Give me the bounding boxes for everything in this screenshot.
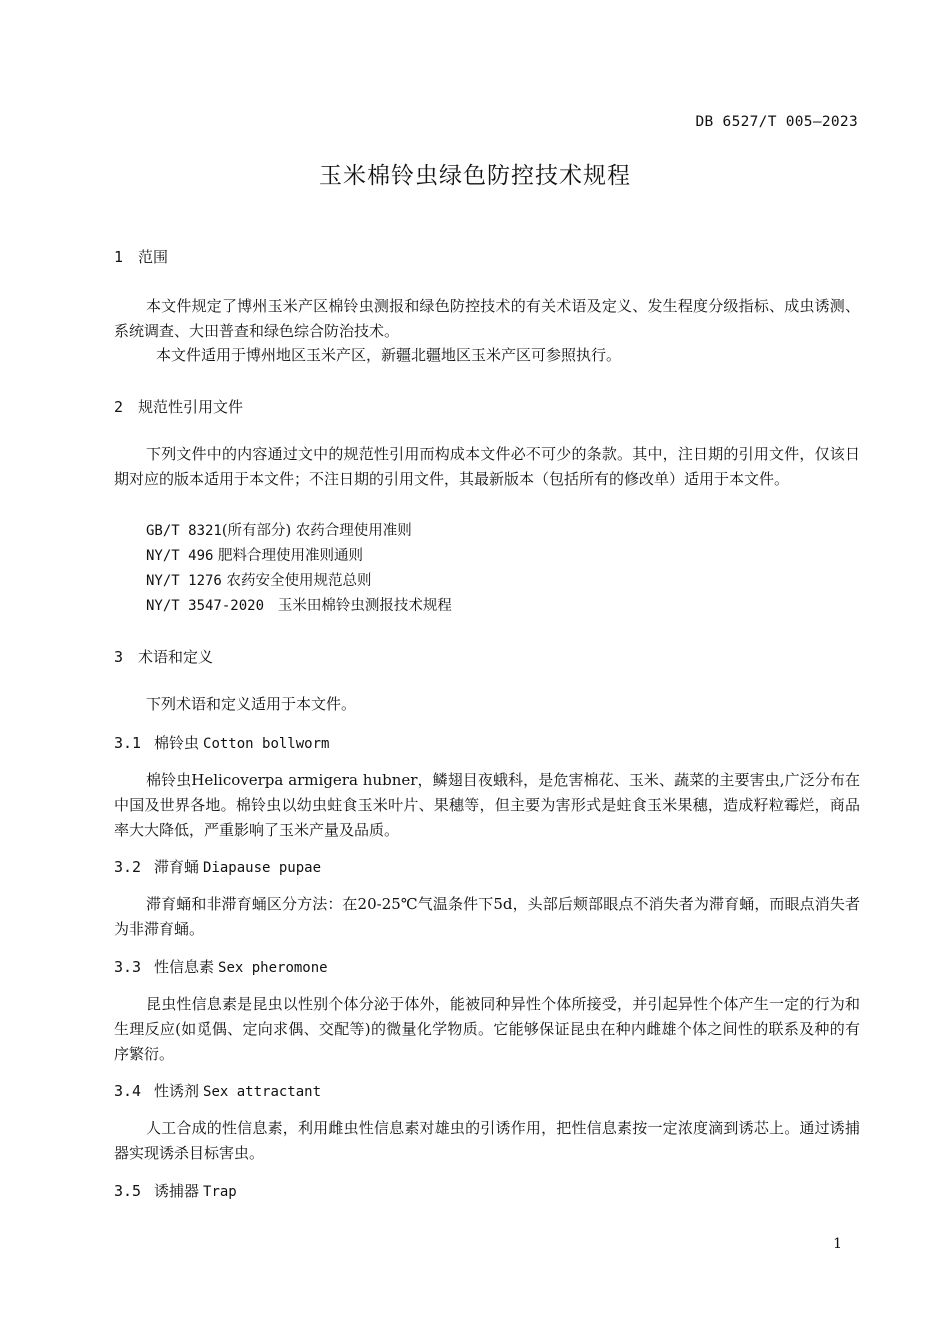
document-title: 玉米棉铃虫绿色防控技术规程 bbox=[319, 163, 631, 189]
section-title: 范围 bbox=[138, 248, 169, 266]
reference-item bbox=[146, 594, 452, 615]
section-3-paragraph-1: 下列术语和定义适用于本文件。 bbox=[146, 695, 357, 713]
page-number: 1 bbox=[833, 1236, 842, 1252]
reference-title: 玉米田棉铃虫测报技术规程 bbox=[277, 598, 452, 614]
term-number: 3.3 bbox=[114, 958, 142, 976]
term-en: Trap bbox=[203, 1184, 237, 1200]
term-cn: 性信息素 bbox=[154, 958, 215, 976]
term-number: 3.5 bbox=[114, 1182, 142, 1200]
section-2-paragraph-1: 下列文件中的内容通过文中的规范性引用而构成本文件必不可少的条款。其中，注日期的引用文件，仅该日期对应的版本适用于本文件；不注日期的引用文件，其最新版本（包括所有的修改单）适用于本文件。 bbox=[114, 445, 860, 488]
term-heading-3-1 bbox=[114, 732, 329, 753]
reference-title: 肥料合理使用准则通则 bbox=[218, 548, 364, 564]
term-en: Diapause pupae bbox=[203, 860, 322, 876]
section-number: 1 bbox=[114, 248, 124, 266]
section-title: 术语和定义 bbox=[138, 648, 214, 666]
term-number: 3.2 bbox=[114, 858, 142, 876]
term-cn: 滞育蛹 bbox=[154, 858, 200, 876]
reference-item bbox=[146, 519, 412, 540]
reference-title: 农药安全使用规范总则 bbox=[226, 573, 372, 589]
term-en: Cotton bollworm bbox=[203, 736, 330, 752]
reference-code: GB/T 8321 bbox=[146, 523, 222, 539]
reference-code: NY/T 3547-2020 bbox=[146, 598, 265, 614]
term-number: 3.1 bbox=[114, 734, 142, 752]
standard-code: DB 6527/T 005—2023 bbox=[695, 114, 858, 130]
reference-item bbox=[146, 544, 363, 565]
term-number: 3.4 bbox=[114, 1082, 142, 1100]
term-en: Sex pheromone bbox=[218, 960, 328, 976]
section-title: 规范性引用文件 bbox=[138, 398, 244, 416]
term-cn: 棉铃虫 bbox=[154, 734, 200, 752]
section-1-paragraph-1: 本文件规定了博州玉米产区棉铃虫测报和绿色防控技术的有关术语及定义、发生程度分级指标、成虫诱测、系统调查、大田普查和绿色综合防治技术。 bbox=[114, 297, 860, 340]
section-1-paragraph-2: 本文件适用于博州地区玉米产区，新疆北疆地区玉米产区可参照执行。 bbox=[156, 346, 622, 364]
section-1-heading bbox=[114, 246, 168, 267]
term-definition-3-3: 昆虫性信息素是昆虫以性别个体分泌于体外，能被同种异性个体所接受，并引起异性个体产生一定的行为和生理反应(如觅偶、定向求偶、交配等)的微量化学物质。它能够保证昆虫在种内雌雄个体之间性的联系及种的有序繁衍。 bbox=[114, 995, 860, 1063]
section-2-heading bbox=[114, 396, 243, 417]
term-cn: 诱捕器 bbox=[154, 1182, 200, 1200]
reference-code: NY/T 1276 bbox=[146, 573, 222, 589]
term-definition-3-1: 棉铃虫Helicoverpa armigera hubner，鳞翅目夜蛾科，是危害棉花、玉米、蔬菜的主要害虫,广泛分布在中国及世界各地。棉铃虫以幼虫蛀食玉米叶片、果穗等，但主要为害形式是蛀食玉米果穗，造成籽粒霉烂，商品率大大降低，严重影响了玉米产量及品质。 bbox=[114, 771, 860, 839]
reference-title: (所有部分) 农药合理使用准则 bbox=[221, 523, 412, 539]
term-heading-3-5 bbox=[114, 1180, 237, 1201]
term-heading-3-2 bbox=[114, 856, 321, 877]
term-definition-3-2: 滞育蛹和非滞育蛹区分方法：在20-25℃气温条件下5d，头部后颊部眼点不消失者为滞育蛹，而眼点消失者为非滞育蛹。 bbox=[114, 895, 860, 938]
section-number: 3 bbox=[114, 648, 124, 666]
term-cn: 性诱剂 bbox=[154, 1082, 200, 1100]
term-heading-3-3 bbox=[114, 956, 328, 977]
reference-item bbox=[146, 569, 371, 590]
term-heading-3-4 bbox=[114, 1080, 321, 1101]
term-en: Sex attractant bbox=[203, 1084, 322, 1100]
reference-code: NY/T 496 bbox=[146, 548, 214, 564]
section-3-heading bbox=[114, 646, 213, 667]
term-definition-3-4: 人工合成的性信息素，利用雌虫性信息素对雄虫的引诱作用，把性信息素按一定浓度滴到诱芯上。通过诱捕器实现诱杀目标害虫。 bbox=[114, 1119, 860, 1162]
section-number: 2 bbox=[114, 398, 124, 416]
